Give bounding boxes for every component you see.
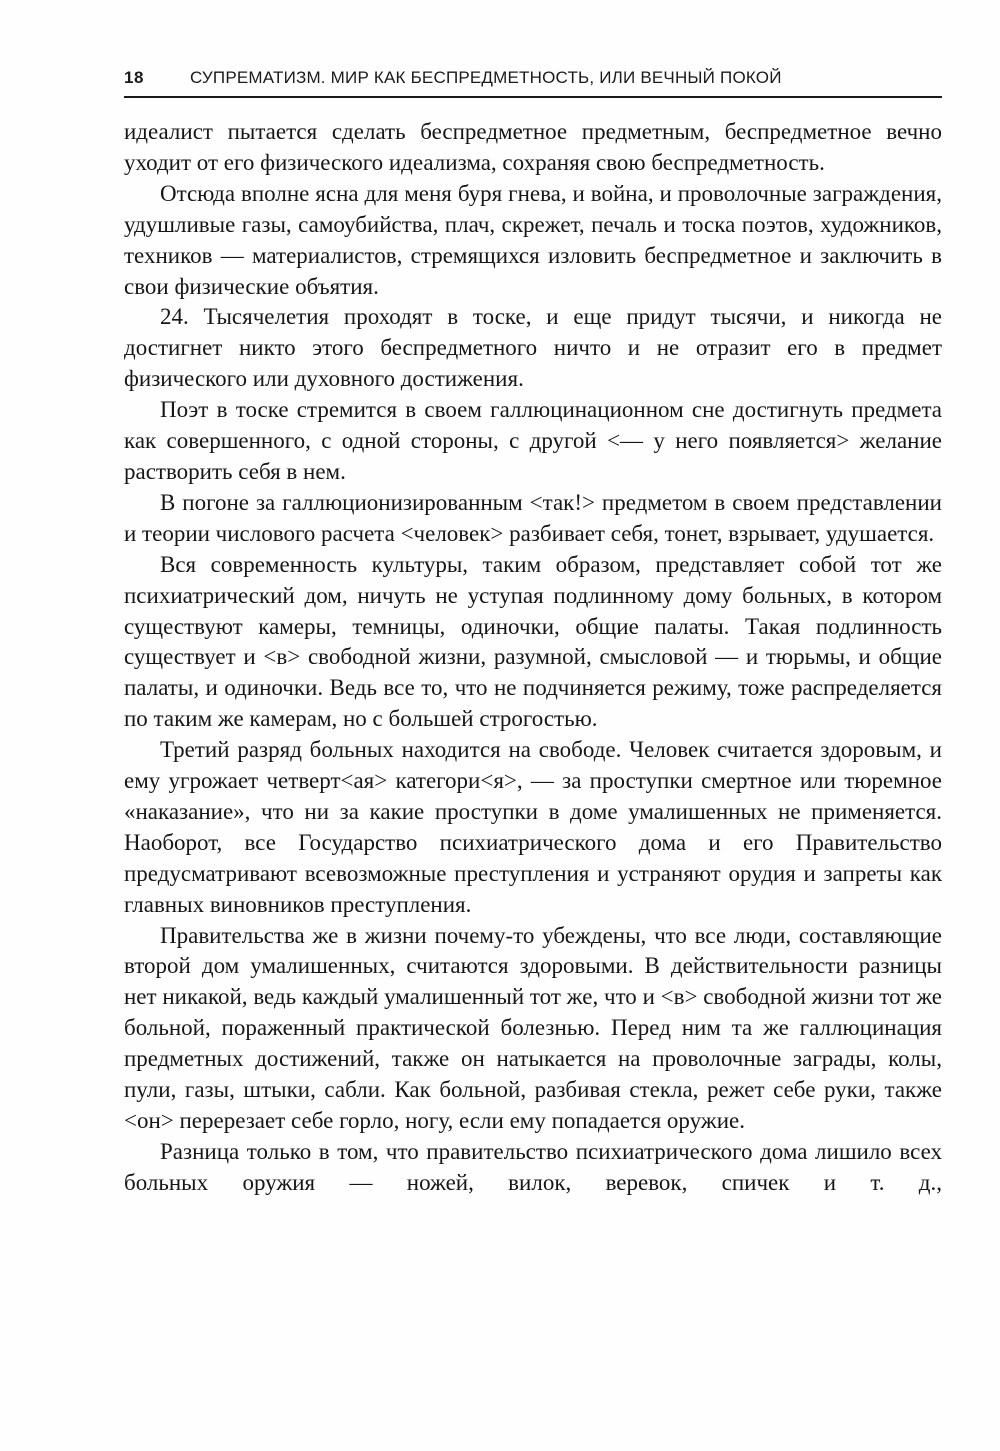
paragraph: Правительства же в жизни почему-то убеждены, что все люди, составляющие второй дом умалишенных, считаются здоровыми. В действительности разницы нет никакой, ведь каждый умалишенный тот же, что и <в> свободной жизни тот же больной, пораженный практической болезнью. Перед ним та же галлюцинация предметных достижений, также он натыкается на проволочные заграды, колы, пули, газы, штыки, сабли. Как больной, разбивая стекла, режет себе руки, также <он> перерезает себе горло, ногу, если ему попадается оружие.	[124, 922, 942, 1133]
paragraph: Третий разряд больных находится на свободе. Человек считается здоровым, и ему угрожает четверт<ая> категори<я>, — за проступки смертное или тюремное «наказание», что ни за какие проступки в доме умалишенных не применяется. Наоборот, все Государство психиатрического дома и его Правительство предусматривают всевозможные преступления и устраняют орудия и запреты как главных виновников преступления.	[124, 737, 942, 917]
paragraph: Вся современность культуры, таким образом, представляет собой тот же психиатрический дом, ничуть не уступая подлинному дому больных, в котором существуют камеры, темницы, одиночки, общие палаты. Такая подлинность существует и <в> свободной жизни, разумной, смысловой — и тюрьмы, и общие палаты, и одиночки. Ведь все то, что не подчиняется режиму, тоже распределяется по таким же камерам, но с большей строгостью.	[124, 551, 942, 732]
paragraph: Отсюда вполне ясна для меня буря гнева, и война, и проволочные заграждения, удушливые газы, самоубийства, плач, скрежет, печаль и тоска поэтов, художников, техников — материалистов, стремящихся изловить беспредметное и заключить в свои физические объятия.	[124, 180, 942, 299]
body-text	[124, 117, 942, 1199]
paragraph: 24. Тысячелетия проходят в тоске, и еще придут тысячи, и никогда не достигнет никто этого беспредметного ничто и не отразит его в предмет физического или духовного достижения.	[124, 304, 942, 392]
paragraph: идеалист пытается сделать беспредметное предметным, беспредметное вечно уходит от его физического идеализма, сохраняя свою беспредметность.	[124, 119, 942, 175]
paragraph: Поэт в тоске стремится в своем галлюцинационном сне достигнуть предмета как совершенного, с одной стороны, с другой <— у него появляется> желание растворить себя в нем.	[124, 397, 942, 484]
running-header	[124, 66, 942, 98]
paragraph: В погоне за галлюционизированным <так!> предметом в своем представлении и теории числового расчета <человек> разбивает себя, тонет, взрывает, удушается.	[124, 489, 942, 546]
running-title: СУПРЕМАТИЗМ. МИР КАК БЕСПРЕДМЕТНОСТЬ, ИЛИ ВЕЧНЫЙ ПОКОЙ	[190, 68, 782, 87]
paragraph: Разница только в том, что правительство психиатрического дома лишило всех больных оружия — ножей, вилок, веревок, спичек и т. д.,	[124, 1138, 942, 1195]
page-number: 18	[124, 68, 144, 87]
